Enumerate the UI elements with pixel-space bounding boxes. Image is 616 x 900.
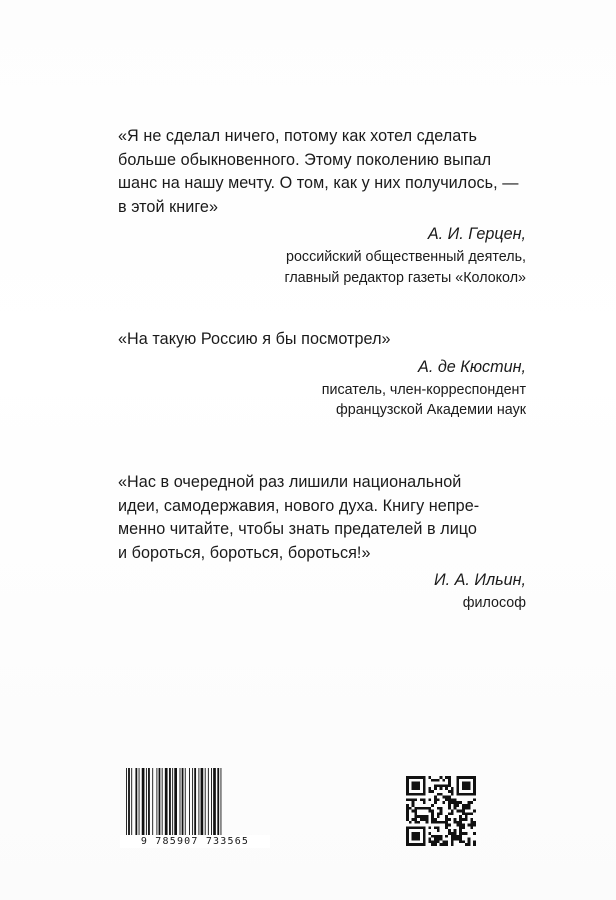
qr-code-icon [406, 776, 476, 846]
quote-author: А. де Кюстин, [418, 357, 526, 376]
quote-text: «Нас в очередной раз лишили национальной идеи, самодержавия, нового духа. Книгу непре- менно читайте, чтобы знать предателей в лицо и бороться, бороться, бороться!» [118, 473, 480, 562]
quote-author-role: философ [462, 595, 526, 611]
quote-text: «На такую Россию я бы посмотрел» [118, 330, 391, 348]
quote-block-ilyin [118, 471, 526, 614]
quote-block-herzen [118, 125, 526, 288]
quote-author: И. А. Ильин, [434, 571, 526, 589]
quote-block-custine [118, 328, 526, 421]
quote-author-role: писатель, член-корреспондент французской Академии наук [321, 381, 526, 418]
quote-author: А. И. Герцен, [427, 225, 526, 243]
quote-text: «Я не сделал ничего, потому как хотел сделать больше обыкновенного. Этому поколению выпал шанс на нашу мечту. О том, как у них получилось, — в этой книге» [118, 127, 519, 216]
quote-author-role: российский общественный деятель, главный редактор газеты «Колокол» [284, 249, 526, 286]
barcode-bars [124, 768, 264, 838]
isbn-digits: 9 785907 733565 [120, 835, 270, 848]
